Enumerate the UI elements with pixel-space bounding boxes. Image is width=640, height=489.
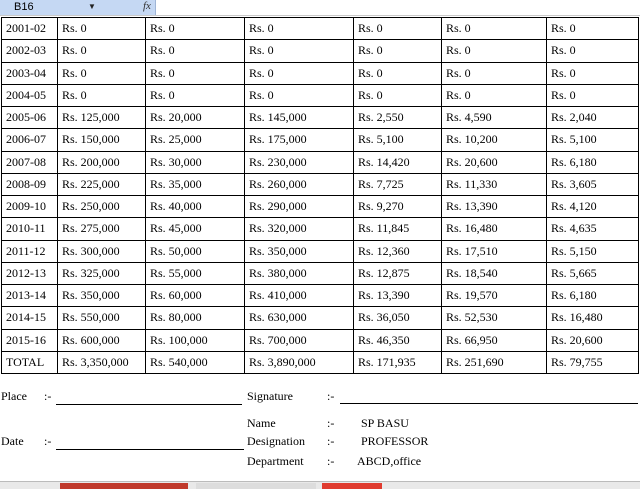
amount-cell[interactable]: Rs. 200,000 (58, 151, 146, 173)
year-cell[interactable]: 2004-05 (2, 84, 58, 106)
signature-label: Signature (247, 389, 293, 403)
amount-cell[interactable]: Rs. 13,390 (442, 196, 547, 218)
year-cell[interactable]: 2014-15 (2, 307, 58, 329)
table-row (2, 129, 639, 151)
amount-cell[interactable]: Rs. 700,000 (245, 329, 354, 351)
amount-cell[interactable]: Rs. 40,000 (146, 196, 245, 218)
amount-cell[interactable]: Rs. 0 (547, 40, 639, 62)
name-box[interactable] (0, 0, 156, 15)
table-row (2, 18, 639, 40)
amount-cell[interactable]: Rs. 300,000 (58, 240, 146, 262)
amount-cell[interactable]: Rs. 410,000 (245, 285, 354, 307)
amount-cell[interactable]: Rs. 10,200 (442, 129, 547, 151)
table-body (2, 18, 639, 374)
amount-cell[interactable]: Rs. 0 (442, 40, 547, 62)
amount-cell[interactable]: Rs. 55,000 (146, 262, 245, 284)
table-row (2, 196, 639, 218)
amount-cell[interactable]: Rs. 0 (58, 18, 146, 40)
cell-reference: B16 (14, 1, 34, 13)
amount-cell[interactable]: Rs. 0 (354, 84, 442, 106)
amount-cell[interactable]: Rs. 20,000 (146, 107, 245, 129)
amount-cell[interactable]: Rs. 5,150 (547, 240, 639, 262)
year-cell[interactable]: 2001-02 (2, 18, 58, 40)
amount-cell[interactable]: Rs. 50,000 (146, 240, 245, 262)
amount-cell[interactable]: Rs. 250,000 (58, 196, 146, 218)
name-value: SP BASU (361, 416, 409, 430)
amount-cell[interactable]: Rs. 13,390 (354, 285, 442, 307)
table-row (2, 240, 639, 262)
amount-cell[interactable]: Rs. 79,755 (547, 351, 639, 373)
signature-separator: :- (327, 389, 335, 403)
table-row (2, 84, 639, 106)
amount-cell[interactable]: Rs. 5,665 (547, 262, 639, 284)
amount-cell[interactable]: Rs. 0 (354, 62, 442, 84)
data-table (1, 17, 639, 374)
amount-cell[interactable]: Rs. 11,330 (442, 173, 547, 195)
amount-cell[interactable]: Rs. 380,000 (245, 262, 354, 284)
amount-cell[interactable]: Rs. 230,000 (245, 151, 354, 173)
table-row (2, 151, 639, 173)
amount-cell[interactable]: Rs. 12,360 (354, 240, 442, 262)
amount-cell[interactable]: Rs. 175,000 (245, 129, 354, 151)
amount-cell[interactable]: Rs. 18,540 (442, 262, 547, 284)
table-row (2, 40, 639, 62)
table-row (2, 173, 639, 195)
sheet-tab-strip (0, 481, 640, 489)
amount-cell[interactable]: Rs. 6,180 (547, 285, 639, 307)
amount-cell[interactable]: Rs. 0 (146, 62, 245, 84)
total-row (2, 351, 639, 373)
department-value: ABCD,office (357, 454, 422, 468)
amount-cell[interactable]: Rs. 600,000 (58, 329, 146, 351)
sheet-tab-active[interactable] (60, 483, 188, 489)
amount-cell[interactable]: Rs. 9,270 (354, 196, 442, 218)
year-cell[interactable]: 2007-08 (2, 151, 58, 173)
year-cell[interactable]: 2010-11 (2, 218, 58, 240)
year-cell[interactable]: 2012-13 (2, 262, 58, 284)
signature-field[interactable] (340, 403, 638, 404)
formula-bar (0, 0, 640, 16)
department-label: Department (247, 454, 304, 468)
table-row (2, 62, 639, 84)
amount-cell[interactable]: Rs. 225,000 (58, 173, 146, 195)
amount-cell[interactable]: Rs. 45,000 (146, 218, 245, 240)
year-cell[interactable]: 2011-12 (2, 240, 58, 262)
year-cell[interactable]: 2002-03 (2, 40, 58, 62)
amount-cell[interactable]: Rs. 46,350 (354, 329, 442, 351)
designation-value: PROFESSOR (361, 434, 429, 448)
amount-cell[interactable]: Rs. 4,635 (547, 218, 639, 240)
function-icon[interactable]: fx (143, 0, 151, 12)
amount-cell[interactable]: Rs. 7,725 (354, 173, 442, 195)
date-field[interactable] (56, 449, 244, 450)
designation-label: Designation (247, 434, 305, 448)
amount-cell[interactable]: Rs. 0 (547, 84, 639, 106)
amount-cell[interactable]: Rs. 3,350,000 (58, 351, 146, 373)
table-row (2, 262, 639, 284)
amount-cell[interactable]: Rs. 16,480 (442, 218, 547, 240)
amount-cell[interactable]: Rs. 52,530 (442, 307, 547, 329)
name-separator: :- (327, 416, 335, 430)
amount-cell[interactable]: Rs. 630,000 (245, 307, 354, 329)
chevron-down-icon[interactable]: ▼ (88, 2, 96, 11)
amount-cell[interactable]: Rs. 14,420 (354, 151, 442, 173)
amount-cell[interactable]: Rs. 0 (58, 62, 146, 84)
amount-cell[interactable]: Rs. 0 (547, 18, 639, 40)
amount-cell[interactable]: Rs. 0 (245, 40, 354, 62)
place-field[interactable] (56, 404, 242, 405)
amount-cell[interactable]: Rs. 0 (58, 40, 146, 62)
amount-cell[interactable]: Rs. 0 (442, 62, 547, 84)
amount-cell[interactable]: Rs. 171,935 (354, 351, 442, 373)
amount-cell[interactable]: Rs. 17,510 (442, 240, 547, 262)
table-row (2, 107, 639, 129)
sheet-tab[interactable] (196, 483, 316, 489)
place-label: Place (1, 389, 27, 403)
year-cell[interactable]: 2003-04 (2, 62, 58, 84)
amount-cell[interactable]: Rs. 3,890,000 (245, 351, 354, 373)
amount-cell[interactable]: Rs. 12,875 (354, 262, 442, 284)
designation-separator: :- (327, 434, 335, 448)
amount-cell[interactable]: Rs. 350,000 (245, 240, 354, 262)
amount-cell[interactable]: Rs. 251,690 (442, 351, 547, 373)
amount-cell[interactable]: Rs. 0 (442, 18, 547, 40)
department-separator: :- (327, 454, 335, 468)
amount-cell[interactable]: Rs. 16,480 (547, 307, 639, 329)
date-separator: :- (44, 434, 52, 448)
amount-cell[interactable]: Rs. 25,000 (146, 129, 245, 151)
year-cell[interactable]: 2013-14 (2, 285, 58, 307)
amount-cell[interactable]: Rs. 2,550 (354, 107, 442, 129)
amount-cell[interactable]: Rs. 0 (58, 84, 146, 106)
name-label: Name (247, 416, 276, 430)
year-cell[interactable]: 2008-09 (2, 173, 58, 195)
amount-cell[interactable]: Rs. 290,000 (245, 196, 354, 218)
amount-cell[interactable]: Rs. 0 (146, 40, 245, 62)
amount-cell[interactable]: Rs. 4,590 (442, 107, 547, 129)
amount-cell[interactable]: Rs. 2,040 (547, 107, 639, 129)
amount-cell[interactable]: Rs. 540,000 (146, 351, 245, 373)
amount-cell[interactable]: Rs. 6,180 (547, 151, 639, 173)
amount-cell[interactable]: Rs. 550,000 (58, 307, 146, 329)
amount-cell[interactable]: Rs. 20,600 (442, 151, 547, 173)
year-cell[interactable]: 2005-06 (2, 107, 58, 129)
amount-cell[interactable]: Rs. 320,000 (245, 218, 354, 240)
amount-cell[interactable]: Rs. 0 (245, 62, 354, 84)
sheet-tab[interactable] (322, 483, 382, 489)
year-cell[interactable]: TOTAL (2, 351, 58, 373)
amount-cell[interactable]: Rs. 0 (245, 18, 354, 40)
amount-cell[interactable]: Rs. 35,000 (146, 173, 245, 195)
amount-cell[interactable]: Rs. 60,000 (146, 285, 245, 307)
amount-cell[interactable]: Rs. 19,570 (442, 285, 547, 307)
date-label: Date (1, 434, 24, 448)
amount-cell[interactable]: Rs. 4,120 (547, 196, 639, 218)
amount-cell[interactable]: Rs. 30,000 (146, 151, 245, 173)
table-row (2, 285, 639, 307)
amount-cell[interactable]: Rs. 20,600 (547, 329, 639, 351)
amount-cell[interactable]: Rs. 100,000 (146, 329, 245, 351)
table-row (2, 307, 639, 329)
amount-cell[interactable]: Rs. 66,950 (442, 329, 547, 351)
amount-cell[interactable]: Rs. 5,100 (547, 129, 639, 151)
place-separator: :- (44, 389, 52, 403)
amount-cell[interactable]: Rs. 0 (354, 40, 442, 62)
year-cell[interactable]: 2015-16 (2, 329, 58, 351)
amount-cell[interactable]: Rs. 0 (146, 84, 245, 106)
amount-cell[interactable]: Rs. 150,000 (58, 129, 146, 151)
amount-cell[interactable]: Rs. 260,000 (245, 173, 354, 195)
year-cell[interactable]: 2006-07 (2, 129, 58, 151)
amount-cell[interactable]: Rs. 325,000 (58, 262, 146, 284)
amount-cell[interactable]: Rs. 36,050 (354, 307, 442, 329)
amount-cell[interactable]: Rs. 5,100 (354, 129, 442, 151)
amount-cell[interactable]: Rs. 125,000 (58, 107, 146, 129)
amount-cell[interactable]: Rs. 145,000 (245, 107, 354, 129)
amount-cell[interactable]: Rs. 350,000 (58, 285, 146, 307)
amount-cell[interactable]: Rs. 11,845 (354, 218, 442, 240)
amount-cell[interactable]: Rs. 275,000 (58, 218, 146, 240)
year-cell[interactable]: 2009-10 (2, 196, 58, 218)
table-row (2, 329, 639, 351)
amount-cell[interactable]: Rs. 0 (146, 18, 245, 40)
amount-cell[interactable]: Rs. 3,605 (547, 173, 639, 195)
amount-cell[interactable]: Rs. 0 (442, 84, 547, 106)
amount-cell[interactable]: Rs. 0 (354, 18, 442, 40)
table-row (2, 218, 639, 240)
amount-cell[interactable]: Rs. 80,000 (146, 307, 245, 329)
amount-cell[interactable]: Rs. 0 (547, 62, 639, 84)
amount-cell[interactable]: Rs. 0 (245, 84, 354, 106)
